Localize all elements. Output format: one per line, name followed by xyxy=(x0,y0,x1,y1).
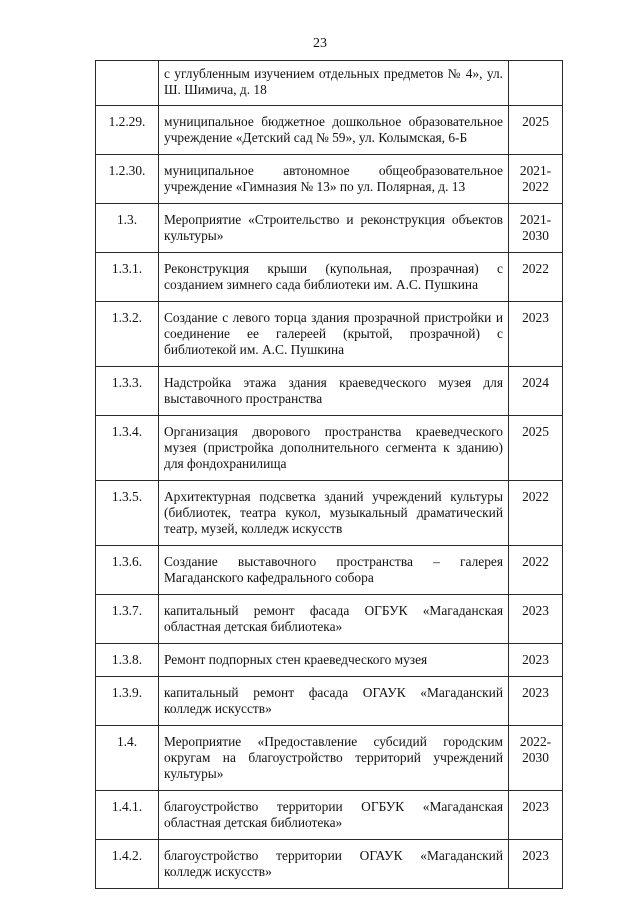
row-number xyxy=(96,61,159,106)
row-year: 2023 xyxy=(509,840,563,889)
table-row xyxy=(96,726,563,791)
table-row xyxy=(96,840,563,889)
row-year: 2022 xyxy=(509,546,563,595)
table-row xyxy=(96,61,563,106)
row-year: 2022-2030 xyxy=(509,726,563,791)
row-number: 1.3.8. xyxy=(96,644,159,677)
row-year: 2023 xyxy=(509,302,563,367)
table-row xyxy=(96,302,563,367)
row-year: 2025 xyxy=(509,416,563,481)
table-row xyxy=(96,481,563,546)
table-row xyxy=(96,416,563,481)
row-year: 2023 xyxy=(509,644,563,677)
row-description: Реконструкция крыши (купольная, прозрачная) с созданием зимнего сада библиотеки им. А.С. Пушкина xyxy=(159,253,509,302)
row-number: 1.3.9. xyxy=(96,677,159,726)
row-number: 1.2.29. xyxy=(96,106,159,155)
row-description: благоустройство территории ОГБУК «Магаданская областная детская библиотека» xyxy=(159,791,509,840)
row-number: 1.3.6. xyxy=(96,546,159,595)
row-description: Создание с левого торца здания прозрачной пристройки и соединение ее галереей (крытой, прозрачной) с библиотекой им. А.С. Пушкина xyxy=(159,302,509,367)
row-number: 1.3.2. xyxy=(96,302,159,367)
row-year: 2021-2022 xyxy=(509,155,563,204)
row-description: Организация дворового пространства краеведческого музея (пристройка дополнительного сегмента к зданию) для фондохранилища xyxy=(159,416,509,481)
table-row xyxy=(96,644,563,677)
measures-table xyxy=(95,60,563,889)
row-description: капитальный ремонт фасада ОГБУК «Магаданская областная детская библиотека» xyxy=(159,595,509,644)
row-year: 2024 xyxy=(509,367,563,416)
table-row xyxy=(96,106,563,155)
row-description: муниципальное автономное общеобразовательное учреждение «Гимназия № 13» по ул. Полярная, д. 13 xyxy=(159,155,509,204)
row-description: Создание выставочного пространства – галерея Магаданского кафедрального собора xyxy=(159,546,509,595)
row-number: 1.2.30. xyxy=(96,155,159,204)
page-number: 23 xyxy=(313,36,327,51)
row-description: Архитектурная подсветка зданий учреждений культуры (библиотек, театра кукол, музыкальный драматический театр, музей, колледж искусств xyxy=(159,481,509,546)
row-year: 2025 xyxy=(509,106,563,155)
row-year: 2023 xyxy=(509,595,563,644)
row-number: 1.4. xyxy=(96,726,159,791)
row-description: с углубленным изучением отдельных предметов № 4», ул. Ш. Шимича, д. 18 xyxy=(159,61,509,106)
row-year: 2022 xyxy=(509,253,563,302)
row-number: 1.3.4. xyxy=(96,416,159,481)
row-description: Ремонт подпорных стен краеведческого музея xyxy=(159,644,509,677)
row-description: муниципальное бюджетное дошкольное образовательное учреждение «Детский сад № 59», ул. Колымская, 6-Б xyxy=(159,106,509,155)
row-number: 1.3.5. xyxy=(96,481,159,546)
row-year: 2022 xyxy=(509,481,563,546)
table-row xyxy=(96,367,563,416)
row-number: 1.4.2. xyxy=(96,840,159,889)
row-description: Мероприятие «Строительство и реконструкция объектов культуры» xyxy=(159,204,509,253)
table-row xyxy=(96,253,563,302)
row-year xyxy=(509,61,563,106)
row-number: 1.3.1. xyxy=(96,253,159,302)
table-row xyxy=(96,204,563,253)
row-description: Мероприятие «Предоставление субсидий городским округам на благоустройство территорий учреждений культуры» xyxy=(159,726,509,791)
row-year: 2021-2030 xyxy=(509,204,563,253)
row-description: Надстройка этажа здания краеведческого музея для выставочного пространства xyxy=(159,367,509,416)
table-row xyxy=(96,595,563,644)
row-description: капитальный ремонт фасада ОГАУК «Магаданский колледж искусств» xyxy=(159,677,509,726)
row-year: 2023 xyxy=(509,791,563,840)
row-number: 1.4.1. xyxy=(96,791,159,840)
table-row xyxy=(96,791,563,840)
row-number: 1.3.7. xyxy=(96,595,159,644)
row-year: 2023 xyxy=(509,677,563,726)
row-number: 1.3.3. xyxy=(96,367,159,416)
row-number: 1.3. xyxy=(96,204,159,253)
table-row xyxy=(96,155,563,204)
table-row xyxy=(96,546,563,595)
row-description: благоустройство территории ОГАУК «Магаданский колледж искусств» xyxy=(159,840,509,889)
table-row xyxy=(96,677,563,726)
